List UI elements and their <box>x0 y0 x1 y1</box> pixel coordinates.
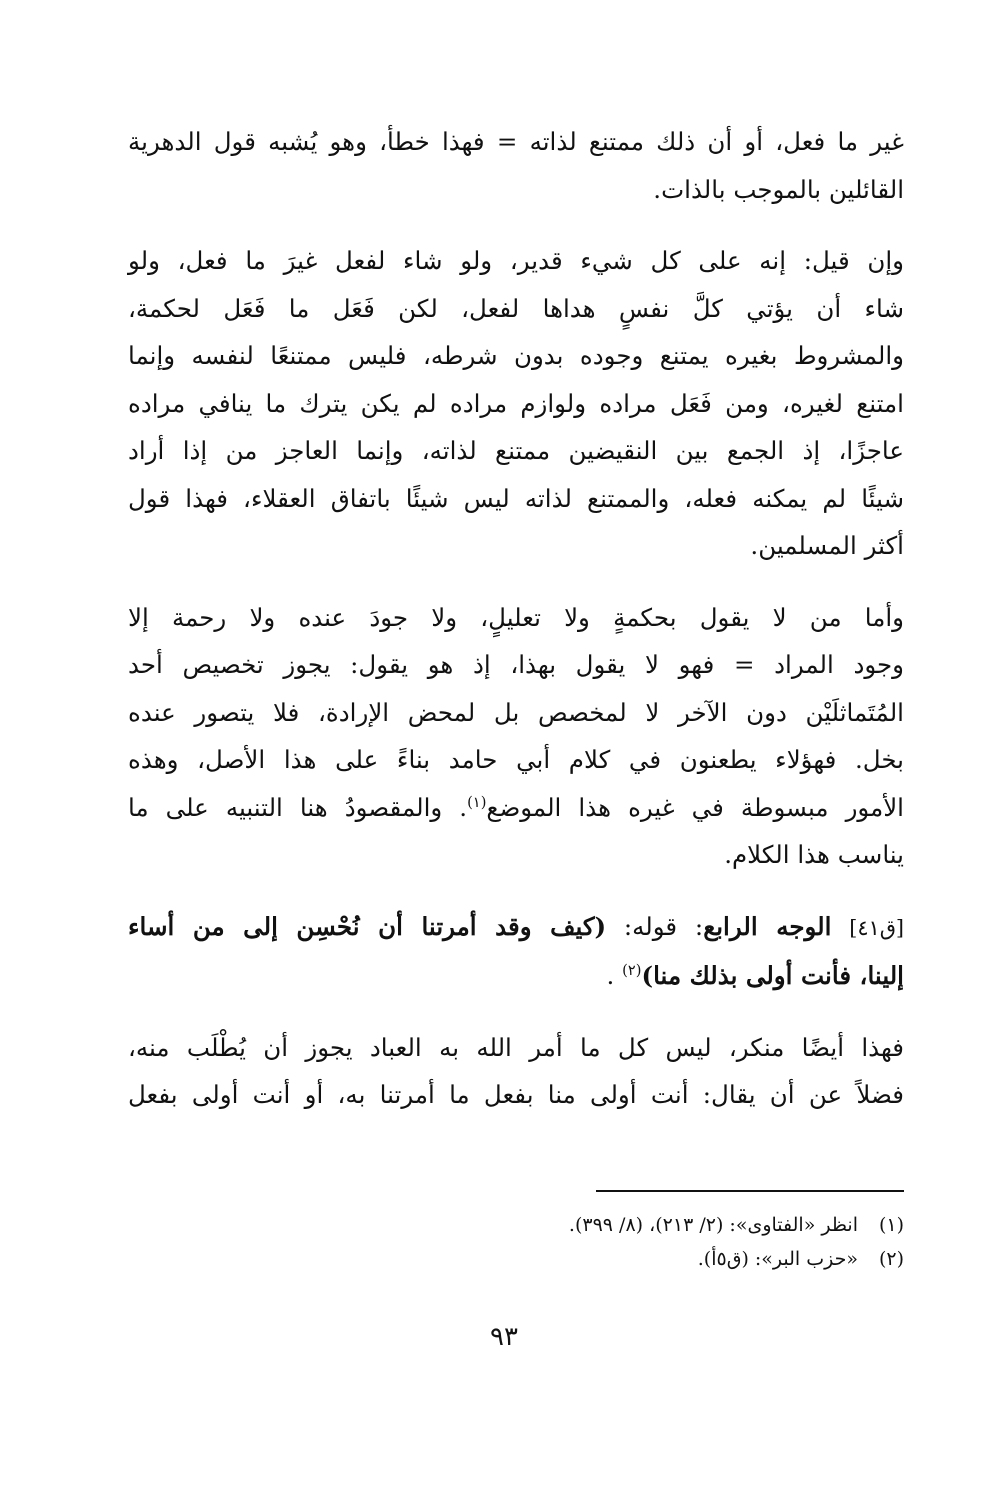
text-segment: الأمور مبسوطة في غيره هذا الموضع <box>486 792 904 822</box>
footnote-2 <box>128 1242 904 1276</box>
paragraph-1 <box>128 118 904 213</box>
text-line: عاجزًا، إذ الجمع بين النقيضين ممتنع لذاته، وإنما العاجز من إذا أراد <box>128 436 904 465</box>
text-line <box>128 952 904 1000</box>
text-line: فضلاً عن أن يقال: أنت أولى منا بفعل ما أمرتنا به، أو أنت أولى بفعل <box>128 1080 904 1109</box>
text-line: شيئًا لم يمكنه فعله، والممتنع لذاته ليس شيئًا باتفاق العقلاء، فهذا قول <box>128 483 904 513</box>
text-line <box>128 784 904 832</box>
footnote-marker-2[interactable]: (٢) <box>622 961 642 979</box>
footnote-text: «حزب البر»: (ق٥أ). <box>697 1248 858 1270</box>
paragraph-2 <box>128 237 904 570</box>
text-line: وأما من لا يقول بحكمةٍ ولا تعليلٍ، ولا جودَ عنده ولا رحمة إلا <box>128 602 904 632</box>
footnote-marker-1[interactable]: (١) <box>467 793 487 811</box>
text-segment: . والمقصودُ هنا التنبيه على ما <box>128 792 468 822</box>
quote-end: . <box>606 961 615 990</box>
text-line: غير ما فعل، أو أن ذلك ممتنع لذاته = فهذا خطأ، وهو يُشبه قول الدهرية <box>128 127 904 156</box>
text-line: والمشروط بغيره يمتنع وجوده بدون شرطه، فليس ممتنعًا لنفسه وإنما <box>128 341 904 370</box>
footnote-text: انظر «الفتاوى»: (٢/ ٢١٣)، (٨/ ٣٩٩). <box>568 1214 858 1236</box>
text-line: فهذا أيضًا منكر، ليس كل ما أمر الله به العباد يجوز أن يُطْلَب منه، <box>128 1032 904 1062</box>
paragraph-5 <box>128 1024 904 1119</box>
text-line <box>128 903 904 953</box>
paragraph-3 <box>128 594 904 879</box>
heading-intro: : قوله: <box>606 911 704 941</box>
text-line: شاء أن يؤتي كلَّ نفسٍ هداها لفعل، لكن فَعَل ما فَعَل لحكمة، <box>128 293 904 323</box>
text-line: وإن قيل: إنه على كل شيء قدير، ولو شاء لفعل غيرَ ما فعل، ولو <box>128 246 904 275</box>
manuscript-ref: [ق٤١] <box>849 915 904 940</box>
footnote-1 <box>128 1208 904 1242</box>
text-line: يناسب هذا الكلام. <box>724 840 904 869</box>
text-line: بخل. فهؤلاء يطعنون في كلام أبي حامد بناءً على هذا الأصل، وهذه <box>128 745 904 774</box>
quote-text: إلينا، فأنت أولى بذلك منا) <box>641 961 904 990</box>
page-number: ٩٣ <box>490 1322 518 1352</box>
quote-text: (كيف وقد أمرتنا أن نُحْسِن إلى من أساء <box>128 911 607 941</box>
footnote-divider <box>596 1190 904 1192</box>
text-line: أكثر المسلمين. <box>750 531 904 560</box>
text-line: امتنع لغيره، ومن فَعَل مراده ولوازم مراده لم يكن يترك ما ينافي مراده <box>128 388 904 418</box>
section-heading-paragraph <box>128 903 904 1000</box>
text-line: القائلين بالموجب بالذات. <box>653 174 904 204</box>
footnote-number: (٢) <box>878 1248 904 1270</box>
text-line: وجود المراد = فهو لا يقول بهذا، إذ هو يقول: يجوز تخصيص أحد <box>128 650 904 679</box>
footnote-number: (١) <box>878 1214 904 1236</box>
section-label: الوجه الرابع <box>703 911 832 941</box>
text-line: المُتَماثلَيْن دون الآخر لا لمخصص بل لمحض الإرادة، فلا يتصور عنده <box>128 697 904 727</box>
footnotes <box>128 1208 904 1276</box>
